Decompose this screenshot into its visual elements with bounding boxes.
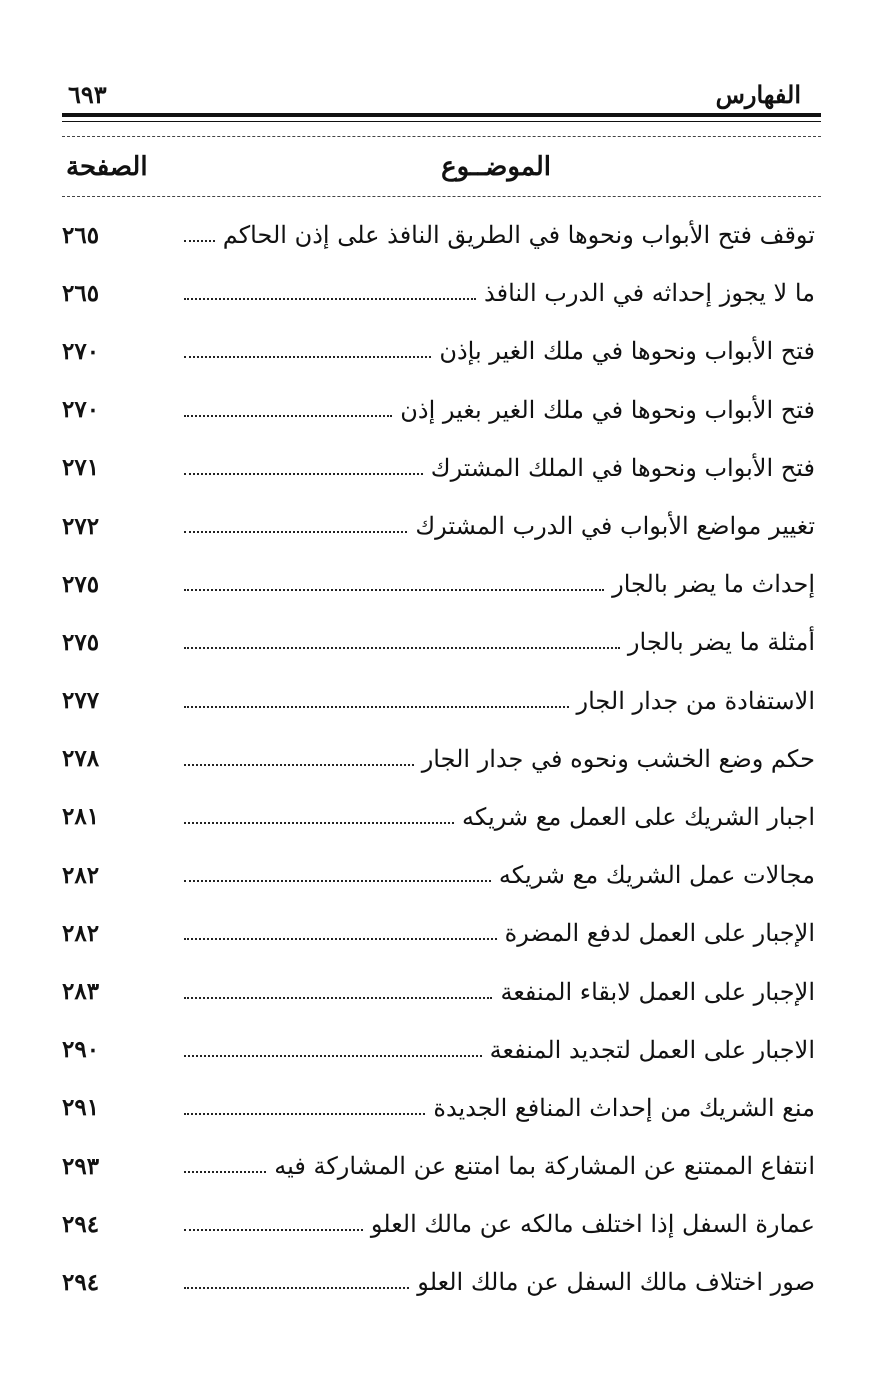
toc-entry-page: ٢٨١	[62, 803, 100, 831]
toc-entry-page: ٢٩١	[62, 1094, 100, 1122]
dot-leader	[184, 473, 423, 475]
dot-leader	[184, 647, 620, 649]
dot-leader	[184, 997, 492, 999]
table-of-contents	[62, 206, 815, 1312]
toc-entry-page: ٢٧٧	[62, 687, 100, 715]
toc-entry	[62, 1137, 815, 1195]
toc-entry	[62, 672, 815, 730]
toc-entry-page: ٢٩٣	[62, 1152, 100, 1180]
column-header-bottom-divider	[62, 196, 821, 197]
toc-entry-page: ٢٧٢	[62, 512, 100, 540]
toc-entry-topic: الإجبار على العمل لابقاء المنفعة	[500, 977, 815, 1006]
toc-entry-page: ٢٦٥	[62, 221, 100, 249]
toc-entry-topic: فتح الأبواب ونحوها في ملك الغير بغير إذن	[400, 395, 815, 424]
toc-entry-page: ٢٧٥	[62, 628, 100, 656]
toc-entry	[62, 439, 815, 497]
toc-entry-page: ٢٧٠	[62, 337, 100, 365]
column-headers	[62, 152, 821, 192]
toc-entry-topic: الاجبار على العمل لتجديد المنفعة	[489, 1035, 815, 1064]
dot-leader	[184, 531, 407, 533]
toc-entry	[62, 788, 815, 846]
dot-leader	[184, 1055, 482, 1057]
header-rule-thick	[62, 113, 821, 117]
dot-leader	[184, 880, 491, 882]
toc-entry	[62, 555, 815, 613]
toc-entry-page: ٢٩٠	[62, 1036, 100, 1064]
dot-leader	[184, 298, 476, 300]
dot-leader	[184, 764, 414, 766]
toc-entry	[62, 206, 815, 264]
toc-entry-page: ٢٩٤	[62, 1210, 100, 1238]
toc-entry-page: ٢٧٥	[62, 570, 100, 598]
section-title: الفهارس	[715, 80, 801, 109]
toc-entry-page: ٢٧٨	[62, 745, 100, 773]
toc-entry-page: ٢٩٤	[62, 1268, 100, 1296]
toc-entry	[62, 962, 815, 1020]
page-number: ٦٩٣	[68, 80, 107, 109]
toc-entry-topic: ما لا يجوز إحداثه في الدرب النافذ	[484, 279, 815, 308]
toc-entry-page: ٢٨٣	[62, 978, 100, 1006]
toc-entry-topic: انتفاع الممتنع عن المشاركة بما امتنع عن المشاركة فيه	[274, 1152, 815, 1181]
dot-leader	[184, 706, 569, 708]
toc-entry	[62, 322, 815, 380]
dot-leader	[184, 1171, 266, 1173]
dot-leader	[184, 938, 497, 940]
toc-entry-topic: الاستفادة من جدار الجار	[576, 686, 815, 715]
toc-entry-page: ٢٧١	[62, 454, 100, 482]
dot-leader	[184, 240, 215, 242]
toc-entry	[62, 1079, 815, 1137]
toc-entry	[62, 613, 815, 671]
toc-entry-topic: حكم وضع الخشب ونحوه في جدار الجار	[421, 744, 815, 773]
toc-entry	[62, 1021, 815, 1079]
toc-entry-topic: أمثلة ما يضر بالجار	[627, 628, 815, 657]
toc-entry-topic: الإجبار على العمل لدفع المضرة	[504, 919, 815, 948]
running-header	[62, 74, 811, 114]
toc-entry-topic: عمارة السفل إذا اختلف مالكه عن مالك العلو	[370, 1210, 815, 1239]
toc-entry-page: ٢٧٠	[62, 396, 100, 424]
dot-leader	[184, 1229, 363, 1231]
toc-entry	[62, 1195, 815, 1253]
toc-entry-page: ٢٨٢	[62, 919, 100, 947]
toc-entry	[62, 264, 815, 322]
dot-leader	[184, 589, 604, 591]
toc-entry-topic: فتح الأبواب ونحوها في ملك الغير بإذن	[439, 337, 815, 366]
toc-entry	[62, 730, 815, 788]
dot-leader	[184, 1113, 425, 1115]
toc-entry-page: ٢٦٥	[62, 279, 100, 307]
dot-leader	[184, 822, 454, 824]
column-header-top-divider	[62, 136, 821, 137]
toc-entry-topic: إحداث ما يضر بالجار	[612, 570, 815, 599]
header-rule-thin	[62, 121, 821, 122]
toc-entry	[62, 904, 815, 962]
toc-entry	[62, 1253, 815, 1311]
toc-entry-topic: اجبار الشريك على العمل مع شريكه	[462, 802, 815, 831]
dot-leader	[184, 415, 392, 417]
toc-entry-topic: توقف فتح الأبواب ونحوها في الطريق النافذ على إذن الحاكم	[222, 221, 815, 250]
dot-leader	[184, 356, 431, 358]
toc-entry-topic: مجالات عمل الشريك مع شريكه	[498, 861, 815, 890]
toc-entry	[62, 381, 815, 439]
dot-leader	[184, 1287, 409, 1289]
toc-entry-topic: منع الشريك من إحداث المنافع الجديدة	[433, 1093, 815, 1122]
toc-entry	[62, 846, 815, 904]
page-column-label: الصفحة	[66, 152, 148, 182]
toc-entry-topic: صور اختلاف مالك السفل عن مالك العلو	[417, 1268, 815, 1297]
toc-entry-topic: تغيير مواضع الأبواب في الدرب المشترك	[415, 512, 815, 541]
toc-entry-page: ٢٨٢	[62, 861, 100, 889]
toc-entry-topic: فتح الأبواب ونحوها في الملك المشترك	[430, 453, 815, 482]
toc-entry	[62, 497, 815, 555]
topic-column-label: الموضــوع	[441, 152, 551, 182]
